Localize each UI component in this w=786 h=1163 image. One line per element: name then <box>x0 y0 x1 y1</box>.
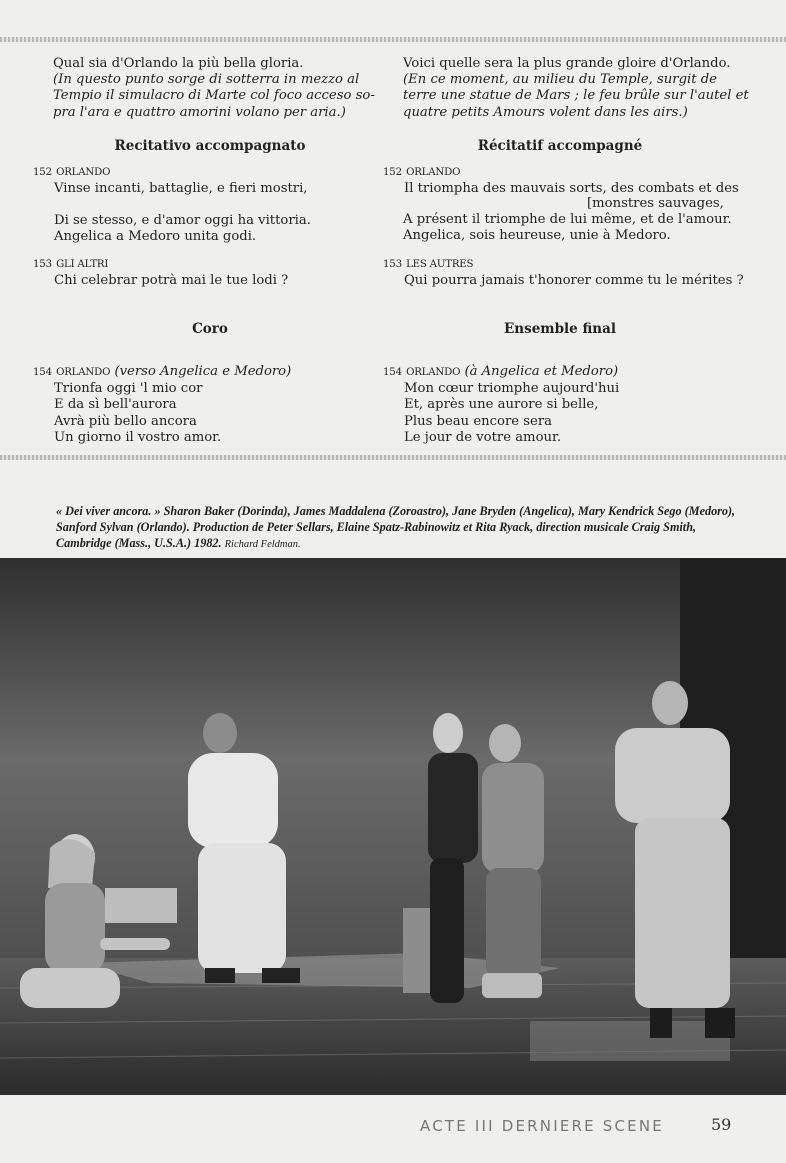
verse-line: Plus beau encore sera <box>404 413 552 429</box>
speaker-name: ORLANDO <box>406 367 461 378</box>
right-number-153 <box>383 256 744 289</box>
floor-mat <box>530 1021 730 1061</box>
left-number-154 <box>33 364 291 446</box>
left-verse-152b <box>54 213 311 245</box>
speaker-name: ORLANDO <box>406 167 461 178</box>
verse-line: Le jour de votre amour. <box>404 429 562 445</box>
right-intro-line: quatre petits Amours volent dans les airs.) <box>403 104 688 120</box>
right-intro-line: terre une statue de Mars ; le feu brûle sur l'autel et <box>403 88 749 104</box>
verse-line-continuation: [monstres sauvages, <box>587 196 724 211</box>
verse-line: Angelica a Medoro unita godi. <box>54 229 257 245</box>
photo-credit: Richard Feldman. <box>224 539 301 550</box>
right-intro <box>403 56 749 121</box>
line-number: 154 <box>383 367 402 378</box>
photo-caption <box>56 503 736 553</box>
left-intro-line: (In questo punto sorge di sotterra in mezzo al <box>53 72 360 88</box>
verse-line: Trionfa oggi 'l mio cor <box>54 381 203 397</box>
running-footer-title: ACTE III DERNIERE SCENE <box>420 1117 664 1135</box>
box-prop <box>105 888 177 923</box>
left-heading-coro: Coro <box>192 321 228 337</box>
speaker-name: GLI ALTRI <box>56 259 109 270</box>
stage-photo <box>0 558 786 1095</box>
right-number-154 <box>383 364 619 446</box>
verse-line: A présent il triomphe de lui même, et de l'amour. <box>403 212 732 228</box>
stage-photo-illustration <box>0 558 786 1095</box>
verse-line: Chi celebrar potrà mai le tue lodi ? <box>54 273 289 289</box>
verse-line: Un giorno il vostro amor. <box>54 429 222 445</box>
figure-medoro <box>482 724 544 998</box>
right-heading-recitatif: Récitatif accompagné <box>477 138 643 154</box>
right-heading-ensemble: Ensemble final <box>504 321 616 337</box>
left-intro <box>53 56 375 121</box>
right-number-152 <box>383 164 739 197</box>
verse-line: Di se stesso, e d'amor oggi ha vittoria. <box>54 213 311 228</box>
verse-line: E da sì bell'aurora <box>54 397 177 413</box>
stage-direction: (verso Angelica e Medoro) <box>114 364 292 379</box>
speaker-name: ORLANDO <box>56 367 111 378</box>
bottom-divider <box>0 455 786 460</box>
verse-line: Angelica, sois heureuse, unie à Medoro. <box>403 228 671 244</box>
line-number: 154 <box>33 367 52 378</box>
right-verse-152-cont <box>403 196 732 245</box>
verse-line: Vinse incanti, battaglie, e fieri mostri, <box>54 181 308 197</box>
line-number: 152 <box>33 167 52 178</box>
verse-line: Il triompha des mauvais sorts, des combats et des <box>404 181 739 197</box>
verse-line: Avrà più bello ancora <box>54 413 197 429</box>
left-intro-line: pra l'ara e quattro amorini volano per aria.) <box>53 104 346 120</box>
left-intro-line: Tempio il simulacro di Marte col foco acceso so- <box>53 88 375 104</box>
right-intro-line: Voici quelle sera la plus grande gloire d'Orlando. <box>403 56 731 71</box>
stage-direction: (à Angelica et Medoro) <box>464 364 619 379</box>
left-intro-line: Qual sia d'Orlando la più bella gloria. <box>53 56 304 71</box>
verse-line: Qui pourra jamais t'honorer comme tu le mérites ? <box>404 273 744 289</box>
top-divider <box>0 37 786 42</box>
caption-text: « Dei viver ancora. » Sharon Baker (Dorinda), James Maddalena (Zoroastro), Jane Bryden (Angelica), Mary Kendrick Sego (Medoro), Sanford Sylvan (Orlando). Production de Peter Sellars, Elaine Spatz-Rabinowitz et Rita Ryack, direction musicale Craig Smith, Cambridge (Mass., U.S.A.) 1982. <box>56 504 736 550</box>
speaker-name: ORLANDO <box>56 167 111 178</box>
speaker-name: LES AUTRES <box>406 259 474 270</box>
verse-line: Et, après une aurore si belle, <box>404 397 599 413</box>
page-number: 59 <box>711 1115 732 1134</box>
line-number: 153 <box>33 259 52 270</box>
left-number-152 <box>33 164 308 197</box>
left-number-153 <box>33 256 288 289</box>
left-heading-recitativo: Recitativo accompagnato <box>114 138 306 154</box>
right-intro-line: (En ce moment, au milieu du Temple, surgit de <box>403 72 717 88</box>
verse-line: Mon cœur triomphe aujourd'hui <box>404 381 620 397</box>
line-number: 153 <box>383 259 402 270</box>
line-number: 152 <box>383 167 402 178</box>
